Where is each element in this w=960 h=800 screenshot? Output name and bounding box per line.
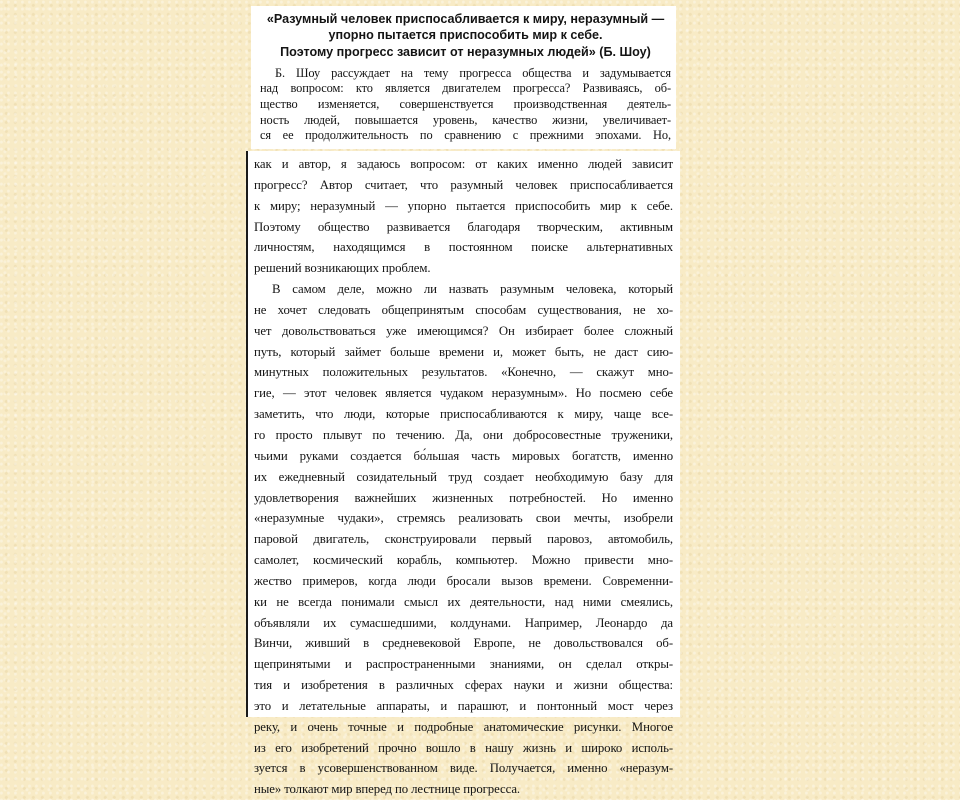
text-line: Б. Шоу рассуждает на тему прогресса общества и задумывается bbox=[275, 65, 671, 80]
text-line: Винчи, живший в средневековой Европе, не довольствовался об- bbox=[254, 636, 673, 651]
text-line: тия и изобретения в различных сферах науки и жизни общества: bbox=[254, 678, 673, 693]
text-line: ся ее продолжительность по сравнению с прежними эпохами. Но, bbox=[260, 128, 671, 143]
text-line: чет довольствоваться уже имеющимся? Он избирает более сложный bbox=[254, 323, 673, 338]
text-line: ность людей, повышается уровень, качество жизни, увеличивает- bbox=[260, 112, 671, 127]
paragraph-2 bbox=[254, 279, 673, 800]
text-line: как и автор, я задаюсь вопросом: от каких именно людей зависит bbox=[254, 157, 673, 171]
text-line: ки не всегда понимали смысл их деятельности, над ними смеялись, bbox=[254, 594, 673, 609]
text-line: Поэтому общество развивается благодаря творческим, активным bbox=[254, 219, 673, 234]
paragraph-1 bbox=[254, 154, 673, 279]
text-line: удовлетворения важнейших жизненных потребностей. Но именно bbox=[254, 490, 673, 505]
text-line: «неразумные чудаки», стремясь реализовать свои мечты, изобрели bbox=[254, 511, 673, 526]
text-line: минутных положительных результатов. «Конечно, — скажут мно- bbox=[254, 365, 673, 380]
text-line: щепринятыми и распространенными знаниями, он сделал откры- bbox=[254, 657, 673, 672]
text-line: щество изменяется, совершенствуется производственная деятель- bbox=[260, 97, 671, 112]
text-line: из его изобретений прочно вошло в нашу жизнь и широко исполь- bbox=[254, 740, 673, 755]
text-line: не хочет следовать общепринятым способам существования, не хо- bbox=[254, 302, 673, 317]
bottom-scan-fragment bbox=[246, 151, 680, 797]
text-line: В самом деле, можно ли назвать разумным человека, который bbox=[272, 282, 673, 297]
text-line: прогресс? Автор считает, что разумный человек приспосабливается bbox=[254, 177, 673, 192]
text-line: путь, который займет больше времени и, может быть, не даст сию- bbox=[254, 344, 673, 359]
text-line: заметить, что люди, которые приспосабливаются к миру, чаще все- bbox=[254, 407, 673, 422]
text-line: жество примеров, когда люди бросали вызов времени. Современни- bbox=[254, 573, 673, 588]
top-scan-fragment bbox=[251, 6, 676, 149]
text-line: зуется в усовершенствованном виде. Получается, именно «неразум- bbox=[254, 761, 673, 776]
text-line: над вопросом: кто является двигателем прогресса? Развиваясь, об- bbox=[260, 81, 671, 96]
essay-title bbox=[260, 11, 671, 60]
text-line: решений возникающих проблем. bbox=[254, 261, 431, 276]
text-line: к миру; неразумный — упорно пытается приспособить мир к себе. bbox=[254, 198, 673, 213]
text-line: чьими руками создается бо́льшая часть мировых богатств, именно bbox=[254, 448, 673, 463]
text-line: паровой двигатель, сконструировали первый паровоз, автомобиль, bbox=[254, 532, 673, 547]
title-line: «Разумный человек приспосабливается к миру, неразумный — bbox=[266, 12, 665, 26]
text-line: это и летательные аппараты, и парашют, и понтонный мост через bbox=[254, 698, 673, 713]
text-line: ные» толкают мир вперед по лестнице прогресса. bbox=[254, 782, 520, 797]
text-line: их ежедневный созидательный труд создает необходимую базу для bbox=[254, 469, 673, 484]
text-line: гие, — этот человек является чудаком неразумным». Но посмею себе bbox=[254, 386, 673, 401]
text-line: личностям, находящимся в постоянном поиске альтернативных bbox=[254, 240, 673, 255]
text-line: го просто плывут по течению. Да, они добросовестные труженики, bbox=[254, 427, 673, 442]
title-line: Поэтому прогресс зависит от неразумных людей» (Б. Шоу) bbox=[280, 44, 651, 59]
title-line: упорно пытается приспособить мир к себе. bbox=[328, 28, 603, 43]
text-line: самолет, космический корабль, компьютер. Можно привести мно- bbox=[254, 553, 673, 568]
intro-paragraph bbox=[260, 66, 671, 144]
text-line: реку, и очень точные и подробные анатомические рисунки. Многое bbox=[254, 719, 673, 734]
text-line: объявляли их сумасшедшими, колдунами. Например, Леонардо да bbox=[254, 615, 673, 630]
